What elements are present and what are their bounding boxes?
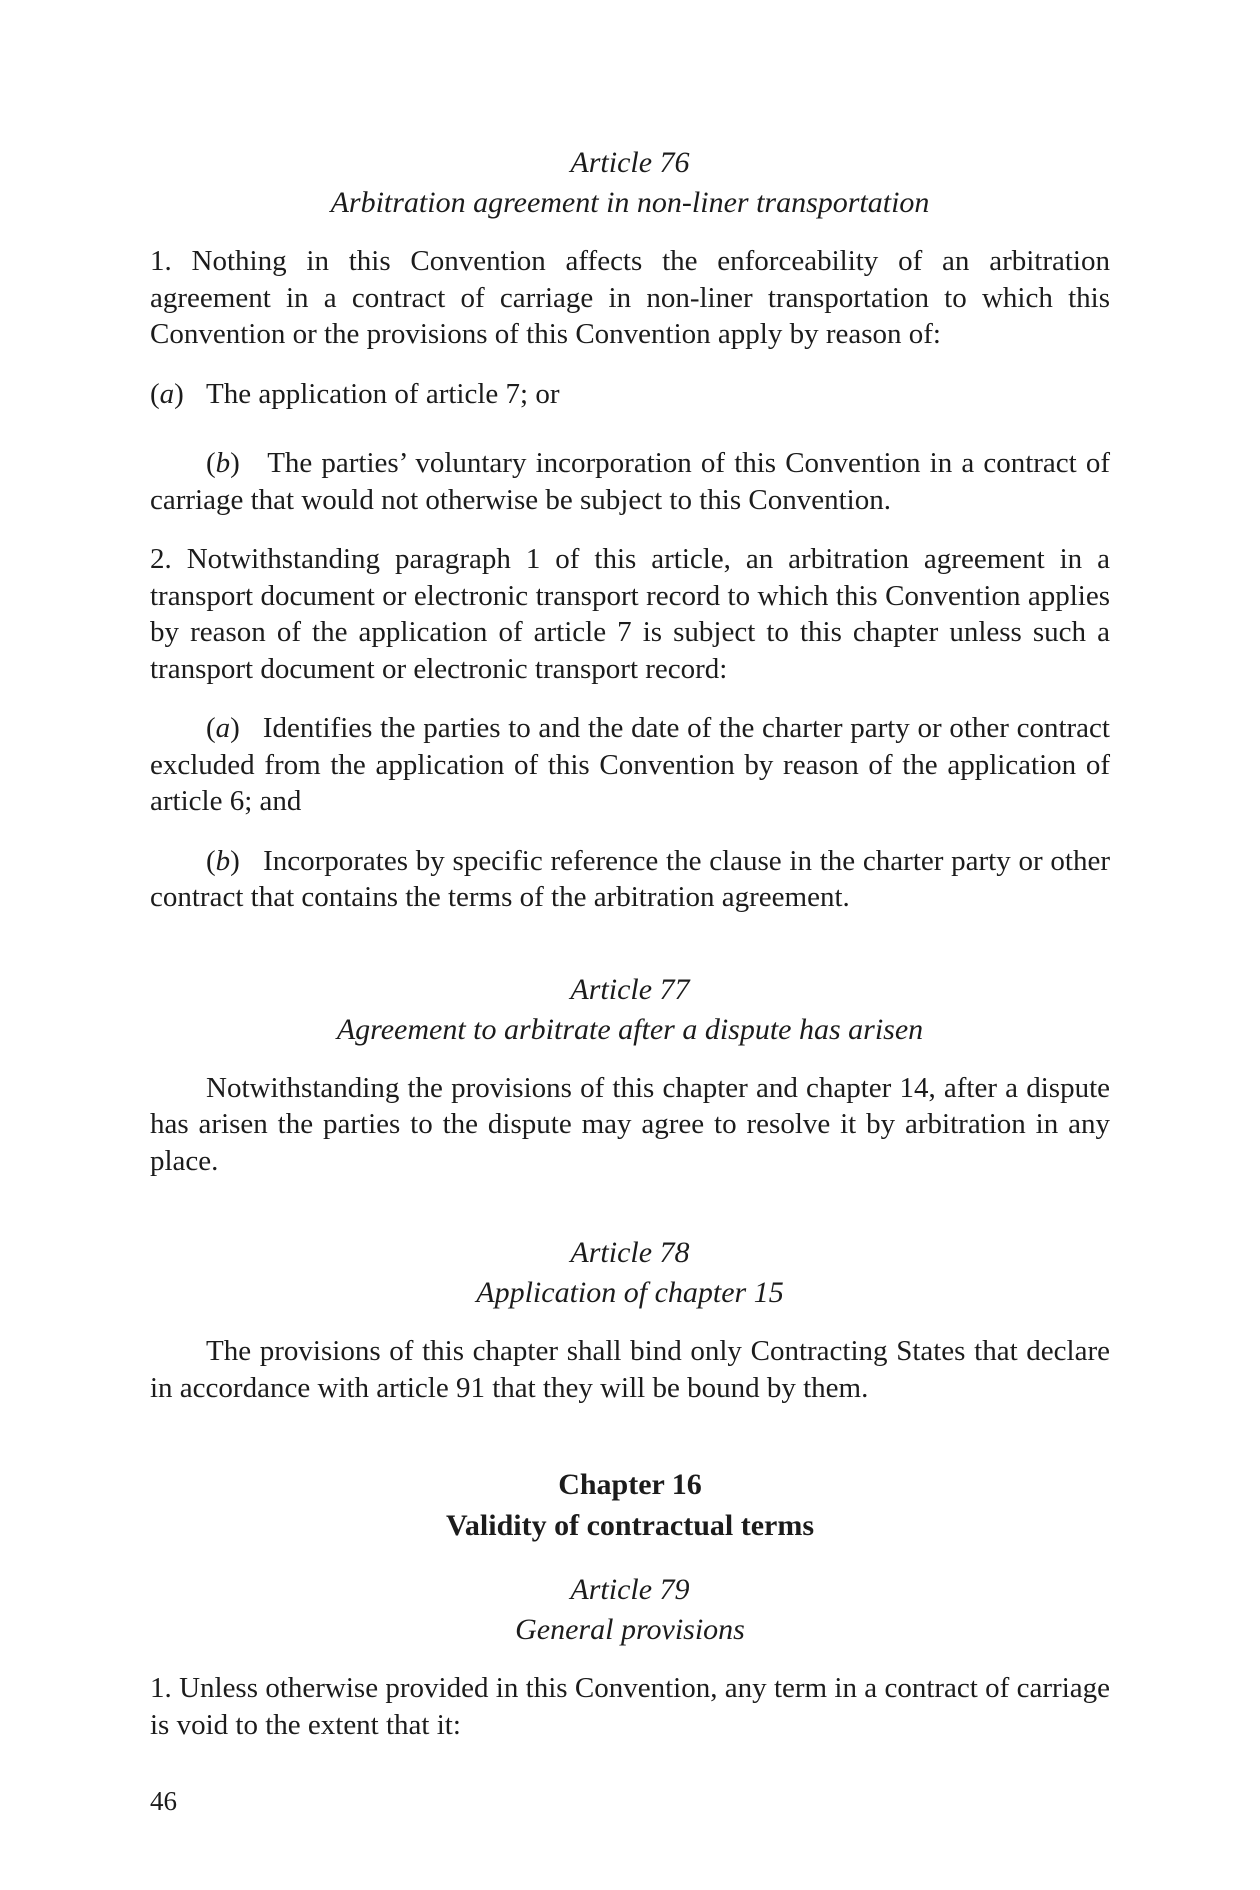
item-text: Incorporates by specific reference the clause in the charter party or other contract that contains the terms of the arbitration agreement.	[150, 844, 1110, 913]
item-label-wrap: (a)	[150, 377, 184, 410]
article-76-item-2b: (b) Incorporates by specific reference the clause in the charter party or other contract that contains the terms of the arbitration agreement.	[150, 844, 1110, 913]
article-76-subtitle: Arbitration agreement in non-liner transportation	[330, 186, 930, 219]
article-79-subtitle: General provisions	[515, 1613, 745, 1646]
article-76-title: Article 76	[570, 146, 690, 179]
article-76-item-b: (b) The parties’ voluntary incorporation of this Convention in a contract of carriage that would not otherwise be subject to this Convention.	[150, 447, 1110, 516]
article-78-text: The provisions of this chapter shall bind only Contracting States that declare in accordance with article 91 that they will be bound by them.	[150, 1335, 1110, 1404]
item-label: b	[215, 844, 231, 877]
article-76-item-2a: (a) Identifies the parties to and the date of the charter party or other contract excluded from the application of this Convention by reason of the application of article 6; and	[150, 712, 1110, 817]
article-77-text: Notwithstanding the provisions of this chapter and chapter 14, after a dispute has arisen the parties to the dispute may agree to resolve it by arbitration in any place.	[150, 1071, 1110, 1177]
article-79-paragraph-1: 1. Unless otherwise provided in this Convention, any term in a contract of carriage is void to the extent that it:	[150, 1672, 1110, 1741]
article-79-title: Article 79	[570, 1573, 690, 1606]
item-text: The parties’ voluntary incorporation of this Convention in a contract of carriage that would not otherwise be subject to this Convention.	[150, 447, 1110, 516]
chapter-16-subtitle: Validity of contractual terms	[446, 1509, 814, 1542]
item-label: a	[159, 377, 175, 410]
article-77-heading	[150, 970, 1110, 1050]
chapter-16-title: Chapter 16	[558, 1468, 702, 1501]
article-76-item-a	[150, 376, 1110, 413]
page-content	[150, 143, 1110, 1743]
article-77-subtitle: Agreement to arbitrate after a dispute has arisen	[336, 1012, 924, 1046]
item-text: The application of article 7; or	[206, 377, 560, 410]
article-76-heading	[150, 143, 1110, 223]
article-76-paragraph-2: 2. Notwithstanding paragraph 1 of this article, an arbitration agreement in a transport document or electronic transport record to which this Convention applies by reason of the application of article 7 is subject to this chapter unless such a transport document or electronic transport record:	[150, 543, 1110, 685]
article-78-subtitle: Application of chapter 15	[476, 1276, 784, 1309]
article-78-title: Article 78	[570, 1236, 690, 1269]
chapter-16-heading	[150, 1464, 1110, 1546]
article-76-paragraph-1: 1. Nothing in this Convention affects the enforceability of an arbitration agreement in a contract of carriage in non-liner transportation to which this Convention or the provisions of this Convention apply by reason of:	[150, 245, 1110, 350]
item-label: b	[215, 447, 231, 479]
item-text: Identifies the parties to and the date of the charter party or other contract excluded from the application of this Convention by reason of the application of article 6; and	[150, 712, 1110, 817]
page-number: 46	[150, 1786, 177, 1816]
article-79-heading	[150, 1570, 1110, 1650]
item-label: a	[215, 712, 231, 744]
article-78-heading	[150, 1233, 1110, 1313]
article-77-title: Article 77	[570, 972, 690, 1006]
